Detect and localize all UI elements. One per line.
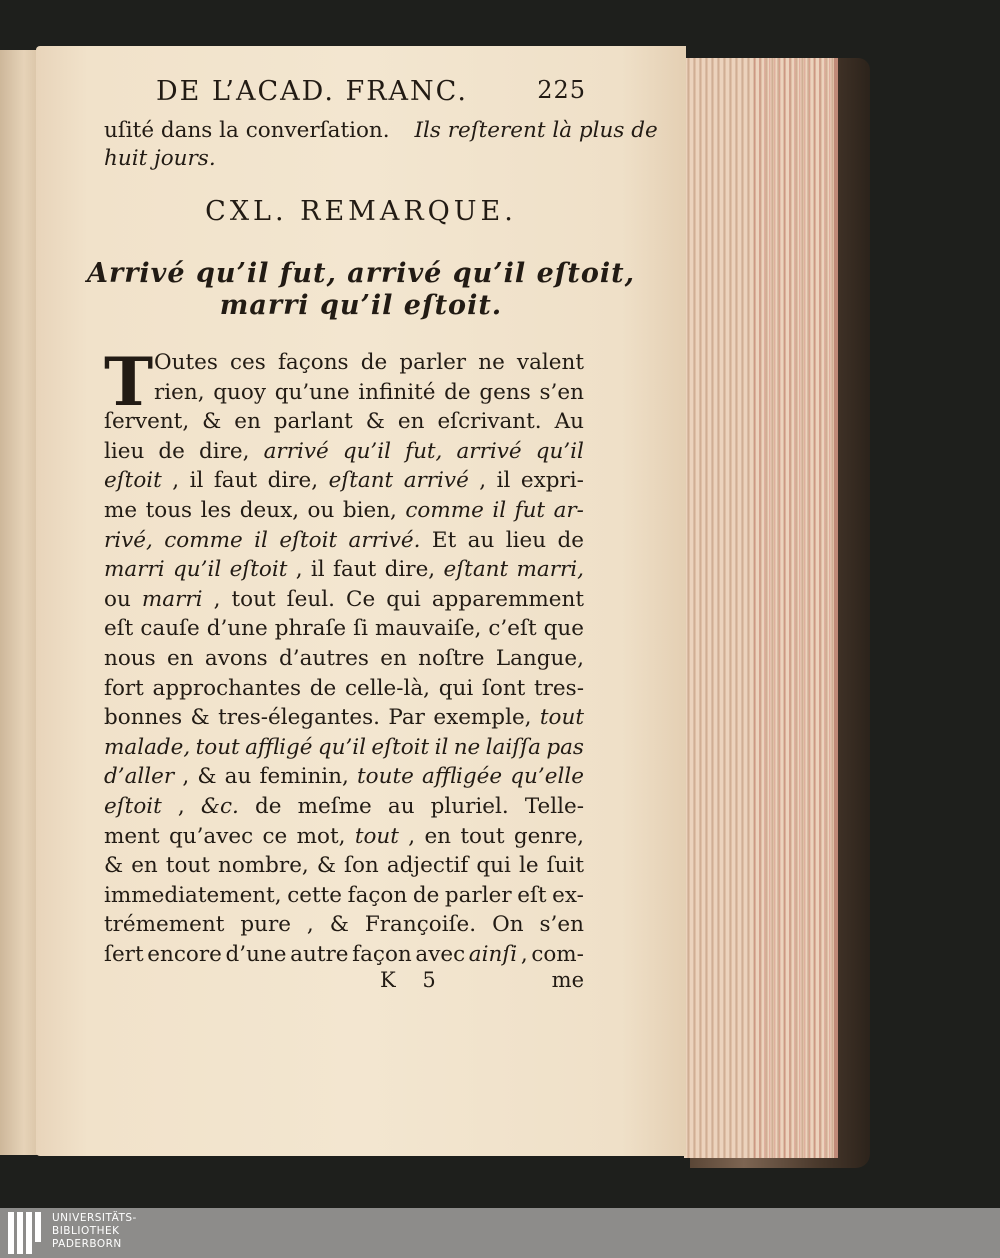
body-line: & en tout nombre, & ſon adjectif qui le ſuit <box>104 853 584 879</box>
body-text <box>104 343 584 969</box>
body-line: d’aller , & au feminin, toute affligée qu’elle <box>104 764 584 790</box>
body-line: rivé, comme il eſtoit arrivé. Et au lieu de <box>104 527 584 553</box>
running-head-title: DE L’ACAD. FRANC. <box>156 76 468 107</box>
remark-title-line-1: Arrivé qu’il fut, arrivé qu’il eſtoit, <box>87 258 635 289</box>
body-line: ſert encore d’une autre façon avec ainſi , com- <box>104 941 584 967</box>
body-line: eſt cauſe d’une phraſe ſi mauvaiſe, c’eſt que <box>104 616 584 642</box>
library-name-line-2: BIBLIOTHEK <box>52 1225 120 1237</box>
body-line: immediatement, cette façon de parler eſt ex- <box>104 882 584 908</box>
carryover-line-1 <box>104 116 658 146</box>
body-line: rien, quoy qu’une infinité de gens s’en <box>154 379 584 405</box>
body-line: me tous les deux, ou bien, comme il fut ar- <box>104 497 584 523</box>
carryover-italic: Ils reſterent là plus de <box>414 118 658 143</box>
carryover-line-2: huit jours. <box>104 146 216 171</box>
body-line: lieu de dire, arrivé qu’il fut, arrivé qu’il <box>104 438 584 464</box>
drop-cap: T <box>104 343 154 421</box>
body-line: ment qu’avec ce mot, tout , en tout genre, <box>104 823 584 849</box>
body-line: bonnes & tres-élegantes. Par exemple, tout <box>104 705 584 731</box>
carryover-text: uſité dans la converſation. <box>104 118 390 143</box>
body-line: ſervent, & en parlant & en eſcrivant. Au <box>104 409 584 435</box>
body-line: fort approchantes de celle-là, qui ſont tres- <box>104 675 584 701</box>
book-page <box>36 46 686 1156</box>
signature-mark: K 5 <box>380 968 446 992</box>
body-line: malade, tout affligé qu’il eſtoit il ne laiſſa pas <box>104 734 584 760</box>
remark-heading: CXL. REMARQUE. <box>205 196 517 227</box>
catchword: me <box>551 968 584 992</box>
page-footer <box>104 968 584 998</box>
page-number: 225 <box>537 76 586 104</box>
library-banner <box>0 1208 1000 1258</box>
library-name <box>52 1212 137 1251</box>
remark-title-line-2: marri qu’il eſtoit. <box>219 290 503 321</box>
library-name-line-3: PADERBORN <box>52 1238 122 1250</box>
body-line: marri qu’il eſtoit , il faut dire, eſtant marri, <box>104 557 584 583</box>
page-edges <box>684 58 838 1158</box>
library-logo-icon <box>8 1212 48 1254</box>
library-name-line-1: UNIVERSITÄTS- <box>52 1212 137 1224</box>
body-line: nous en avons d’autres en noſtre Langue, <box>104 645 584 671</box>
body-line: Outes ces façons de parler ne valent <box>154 350 584 375</box>
body-line: ou marri , tout ſeul. Ce qui apparemment <box>104 586 584 612</box>
running-head <box>156 76 586 116</box>
body-line: trémement pure , & Françoiſe. On s’en <box>104 912 584 938</box>
body-line: eſtoit , &c. de meſme au pluriel. Telle- <box>104 793 584 819</box>
body-line: eſtoit , il faut dire, eſtant arrivé , il expri- <box>104 468 584 494</box>
